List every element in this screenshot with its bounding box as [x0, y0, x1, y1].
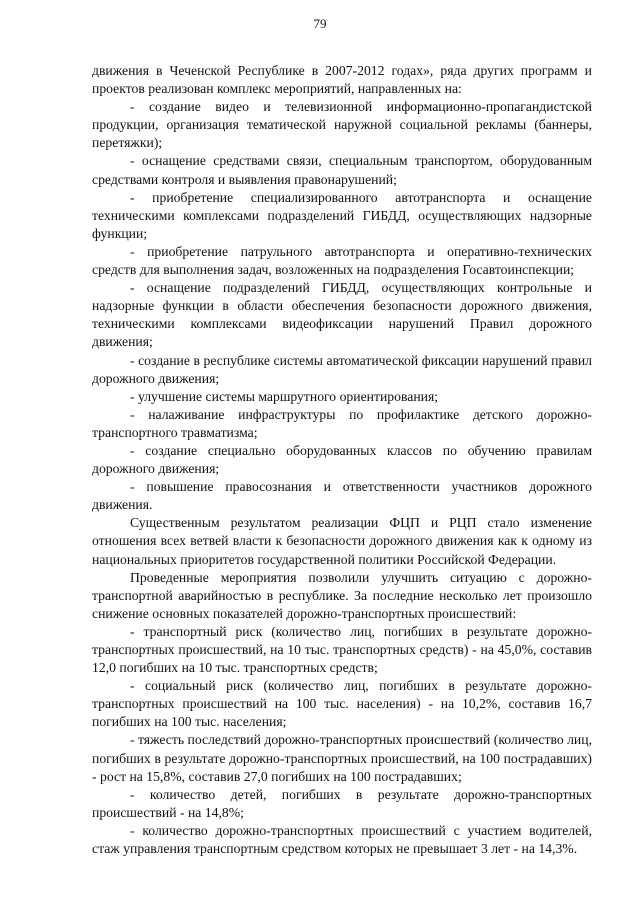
list-item: - создание специально оборудованных классов по обучению правилам дорожного движения; — [92, 442, 592, 477]
list-item: - создание видео и телевизионной информационно-пропагандистской продукции, организация тематической наружной социальной рекламы (баннеры, перетяжки); — [92, 99, 592, 151]
list-item: - количество детей, погибших в результате дорожно-транспортных происшествий - на 14,8%; — [92, 786, 592, 820]
list-item: - оснащение подразделений ГИБДД, осуществляющих контрольные и надзорные функции в области обеспечения безопасности дорожного движения, техническими комплексами видеофиксации нарушений Правил дорожного движения; — [92, 280, 592, 350]
list-item: - оснащение средствами связи, специальным транспортом, оборудованным средствами контроля и выявления правонарушений; — [92, 153, 592, 187]
paragraph: движения в Чеченской Республике в 2007-2012 годах», ряда других программ и проектов реализован комплекс мероприятий, направленных на: — [92, 63, 592, 97]
list-item: - тяжесть последствий дорожно-транспортных происшествий (количество лиц, погибших в результате дорожно-транспортных происшествий, на 100 пострадавших) - рост на 15,8%, составив 27,0 погибших на 100 пострадавших; — [92, 732, 592, 784]
list-item: - приобретение специализированного автотранспорта и оснащение техническими комплексами подразделений ГИБДД, осуществляющих надзорные функции; — [92, 189, 592, 241]
page-number: 79 — [313, 16, 327, 31]
paragraph: Проведенные мероприятия позволили улучшить ситуацию с дорожно-транспортной аварийностью в республике. За последние несколько лет произошло снижение основных показателей дорожно-транспортных происшествий: — [92, 569, 592, 621]
list-item: - транспортный риск (количество лиц, погибших в результате дорожно-транспортных происшествий, на 10 тыс. транспортных средств) - на 45,0%, составив 12,0 погибших на 10 тыс. транспортных средств; — [92, 623, 592, 676]
paragraph: Существенным результатом реализации ФЦП и РЦП стало изменение отношения всех ветвей власти к безопасности дорожного движения как к одному из национальных приоритетов государственной политики Российской Федерации. — [92, 515, 592, 567]
document-body — [92, 62, 592, 858]
list-item: - создание в республике системы автоматической фиксации нарушений правил дорожного движения; — [92, 352, 592, 386]
list-item: - приобретение патрульного автотранспорта и оперативно-технических средств для выполнения задач, возложенных на подразделения Госавтоинспекции; — [92, 243, 592, 278]
list-item: - повышение правосознания и ответственности участников дорожного движения. — [92, 479, 592, 513]
list-item: - налаживание инфраструктуры по профилактике детского дорожно-транспортного травматизма; — [92, 406, 592, 440]
list-item: - улучшение системы маршрутного ориентирования; — [130, 388, 439, 404]
list-item: - количество дорожно-транспортных происшествий с участием водителей, стаж управления транспортным средством которых не превышает 3 лет - на 14,3%. — [92, 822, 592, 857]
list-item: - социальный риск (количество лиц, погибших в результате дорожно-транспортных происшествий на 100 тыс. населения) - на 10,2%, составив 16,7 погибших на 100 тыс. населения; — [92, 678, 592, 730]
